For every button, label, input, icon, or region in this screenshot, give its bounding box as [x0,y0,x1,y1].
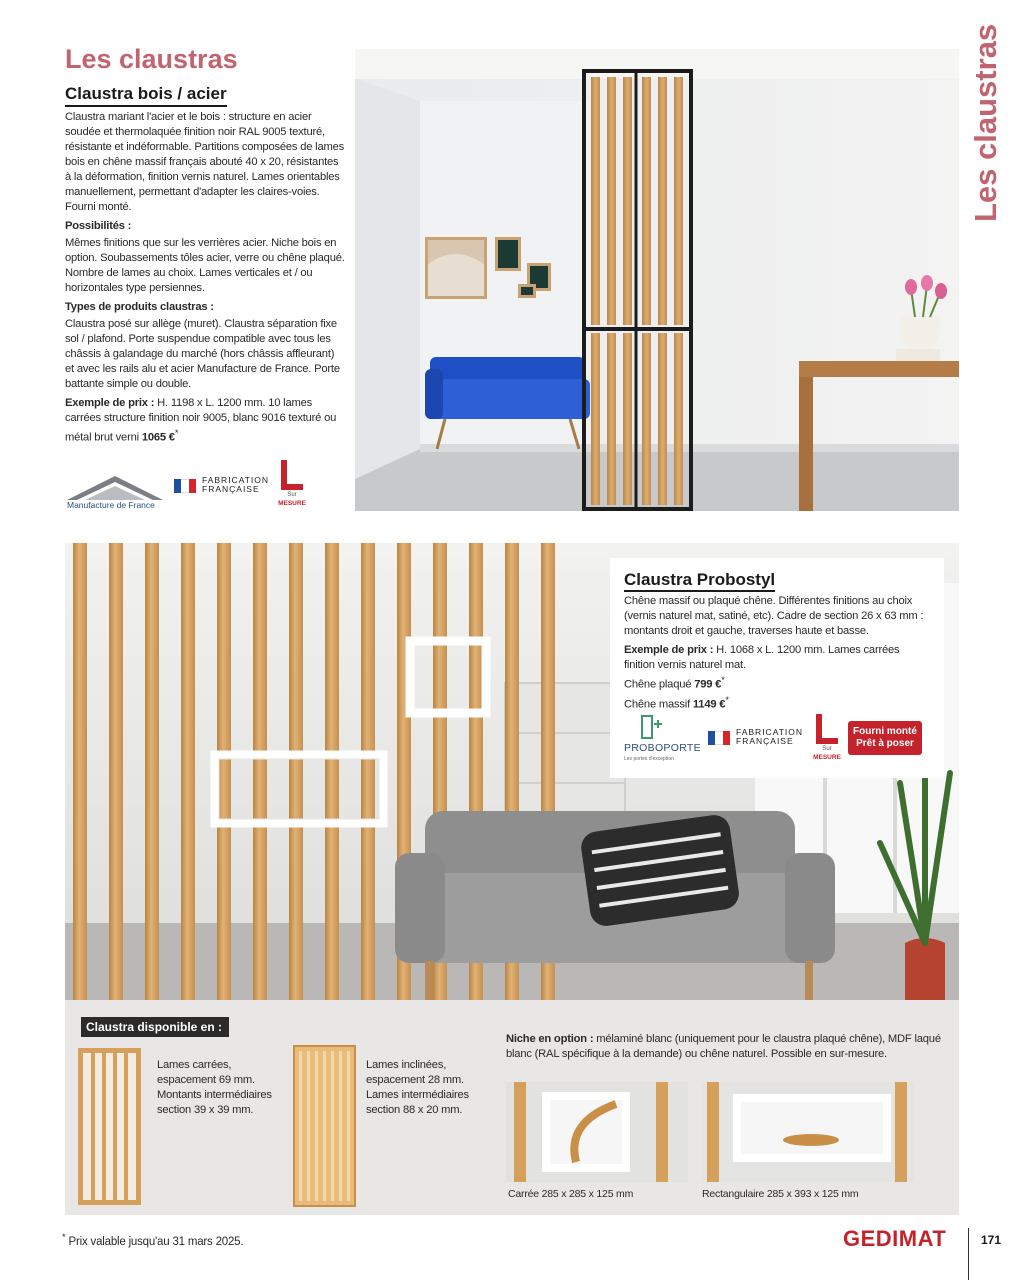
chene-plaque-mark: * [721,675,725,685]
niche-rectangulaire-caption: Rectangulaire 285 x 393 x 125 mm [702,1188,859,1200]
disponible-label: Claustra disponible en : [81,1017,229,1037]
niche-carree-caption: Carrée 285 x 285 x 125 mm [508,1188,634,1200]
lames-inclinees-text: Lames inclinées, espacement 28 mm. Lames intermédiaires section 88 x 20 mm. [366,1059,469,1116]
niche-rectangulaire-image [701,1082,915,1182]
french-flag-icon [174,479,196,493]
probostyl-price [624,643,930,712]
section-title-bois-acier: Claustra bois / acier [65,84,227,107]
manufacture-de-france-logo [65,470,165,514]
photo-claustra-bois-acier [355,49,959,511]
fabrication-line2: FRANÇAISE [202,484,260,494]
bois-acier-description: Claustra mariant l'acier et le bois : structure en acier soudée et thermolaquée finition noir RAL 9005 texturé, résistante et indéformable. Partitions composées de lames bois en chêne massif français abouté 40 x 20, résistantes à la déformation, finition vernis naturel. Lames orientables manuellement, permettant d'adapter les claires-voies. Fourni monté. [65,111,344,213]
fabrication-line1: FABRICATION [202,475,270,485]
footnote-text: Prix valable jusqu'au 31 mars 2025. [65,1235,244,1248]
section-title-probostyl: Claustra Probostyl [624,570,775,592]
niche-option-text [506,1032,951,1062]
badge-line2: Prêt à poser [856,738,914,749]
price-footnote [62,1232,243,1248]
bois-acier-body [65,110,345,450]
fabrication-francaise-logo [174,476,274,496]
badge-line1: Fourni monté [853,726,917,737]
probostyl-price-text: H. 1068 x L. 1200 mm. Lames carrées finition vernis naturel mat. [624,644,900,671]
possibilites-text: Mêmes finitions que sur les verrières acier. Niche bois en option. Soubassements tôles acier, verre ou chêne plaqué. Nombre de lames au choix. Lames verticales et / ou horizontales type persiennes. [65,237,345,294]
manufacture-label: Manufacture de France [67,500,155,510]
sur-label: Sur [822,746,832,752]
sur-mesure-logo-2 [812,714,842,768]
price-label: Exemple de prix : [65,397,155,409]
set-square-icon [281,460,303,490]
options-panel [65,1000,959,1215]
chene-plaque-price: 799 € [694,678,722,691]
fabrication-line1: FABRICATION [736,727,804,737]
claustra-lames-carrees-image [78,1048,141,1205]
footer-separator [968,1228,969,1280]
proboporte-label: PROBOPORTE [624,742,701,754]
lames-carrees-text: Lames carrées, espacement 69 mm. Montants intermédiaires section 39 x 39 mm. [157,1059,272,1116]
proboporte-door-icon [636,714,666,740]
probostyl-description: Chêne massif ou plaqué chêne. Différentes finitions au choix (vernis naturel mat, satiné, etc). Cadre de section 26 x 63 mm : montants droit et gauche, traverses haute et basse. [624,595,924,637]
proboporte-logo [624,714,701,766]
french-flag-icon [708,731,730,745]
probostyl-info-box [610,558,944,778]
price-text: H. 1198 x L. 1200 mm. 10 lames carrées structure finition noir 9005, blanc 9016 texturé ou métal brut verni [65,397,337,444]
gedimat-logo: GEDIMAT [843,1226,947,1251]
page-number: 171 [981,1233,1002,1247]
types-text: Claustra posé sur allège (muret). Claustra séparation fixe sol / plafond. Porte suspendue compatible avec tous les châssis à galandage du marché (hors châssis affleurant) et avec les rails alu et acier Manufacture de France. Porte battante simple ou double. [65,318,340,390]
sur-label: Sur [287,492,297,498]
proboporte-tagline: Les portes d'exception [624,756,674,762]
chene-plaque-label: Chêne plaqué [624,678,695,691]
sur-mesure-logo [277,460,307,514]
niche-description: mélaminé blanc (uniquement pour le claustra plaqué chêne), MDF laqué blanc (RAL spécifique à la demande) ou chêne naturel. Possible en sur-mesure. [506,1033,941,1060]
claustra-lames-inclinees-image [293,1045,356,1207]
set-square-icon [816,714,838,744]
fabrication-line2: FRANÇAISE [736,736,794,746]
mesure-label: MESURE [278,500,306,507]
possibilites-heading: Possibilités : [65,220,132,232]
chene-massif-label: Chêne massif [624,698,693,711]
chene-massif-mark: * [725,694,729,705]
footnote-mark: * [62,1232,66,1243]
price-value: 1065 € [141,431,175,444]
fourni-monte-badge [848,721,922,755]
fabrication-francaise-logo-2 [708,728,808,748]
chene-massif-price: 1149 € [692,698,726,711]
niche-label: Niche en option : [506,1033,594,1045]
price-mark: * [174,428,179,438]
page-title: Les claustras [65,44,238,74]
bois-acier-price [65,396,345,446]
probostyl-price-label: Exemple de prix : [624,644,714,656]
vertical-section-title: Les claustras [968,23,1003,222]
niche-carree-image [506,1082,688,1182]
mesure-label: MESURE [813,754,841,761]
types-heading: Types de produits claustras : [65,301,214,313]
